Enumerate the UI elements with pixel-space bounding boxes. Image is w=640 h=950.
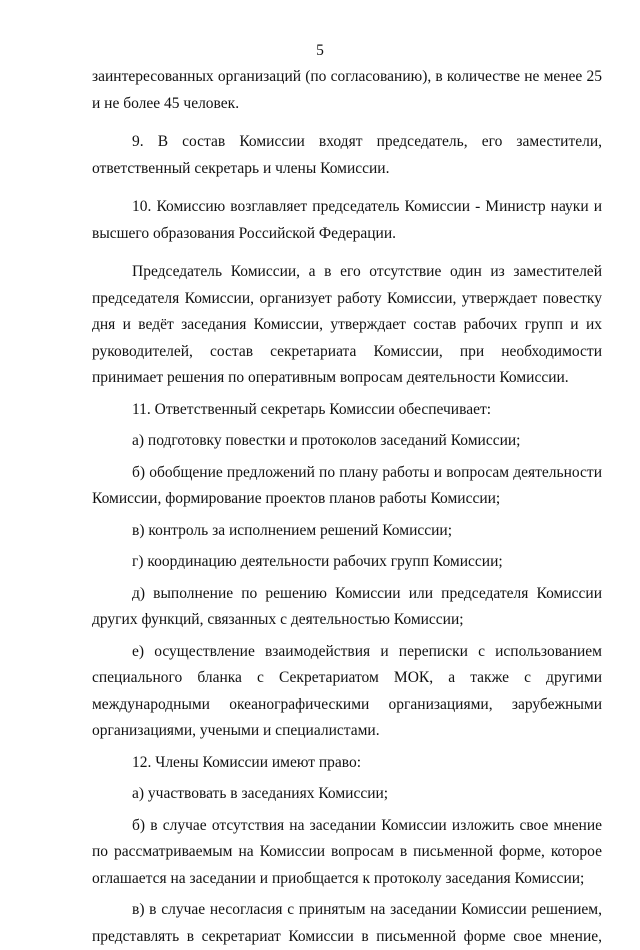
- paragraph-chairman: Председатель Комиссии, а в его отсутствие один из заместителей председателя Комиссии, организует работу Комиссии, утверждает повестку дня и ведёт заседания Комиссии, утверждает состав рабочих групп и их руководителей, состав секретариата Комиссии, при необходимости принимает решения по оперативным вопросам деятельности Комиссии.: [92, 263, 602, 386]
- paragraph-item-11a: а) подготовку повестки и протоколов заседаний Комиссии;: [132, 432, 521, 449]
- paragraph-item-10: 10. Комиссию возглавляет председатель Комиссии - Министр науки и высшего образования Российской Федерации.: [92, 198, 602, 242]
- document-body: [92, 64, 602, 950]
- paragraph-item-9: 9. В состав Комиссии входят председатель, его заместители, ответственный секретарь и члены Комиссии.: [92, 133, 602, 177]
- paragraph-item-12a: а) участвовать в заседаниях Комиссии;: [132, 785, 389, 802]
- paragraph-item-12v: в) в случае несогласия с принятым на заседании Комиссии решением, представлять в секретариат Комиссии в письменной форме свое мнение,: [92, 901, 602, 945]
- paragraph-item-11e: е) осуществление взаимодействия и переписки с использованием специального бланка с Секретариатом МОК, а также с другими международными океанографическими организациями, зарубежными организациями, учеными и специалистами.: [92, 642, 602, 739]
- paragraph-item-12: 12. Члены Комиссии имеют право:: [132, 753, 362, 771]
- page-number: 5: [316, 42, 324, 59]
- paragraph-item-11v: в) контроль за исполнением решений Комиссии;: [132, 521, 453, 539]
- paragraph-item-11d: д) выполнение по решению Комиссии или председателя Комиссии других функций, связанных с деятельностью Комиссии;: [92, 584, 602, 628]
- paragraph-item-12b: б) в случае отсутствия на заседании Комиссии изложить свое мнение по рассматриваемым на Комиссии вопросам в письменной форме, которое оглашается на заседании и приобщается к протоколу заседания Комиссии;: [92, 816, 602, 887]
- paragraph-continuation: заинтересованных организаций (по согласованию), в количестве не менее 25 и не более 45 человек.: [92, 68, 602, 112]
- paragraph-item-11b: б) обобщение предложений по плану работы и вопросам деятельности Комиссии, формирование проектов планов работы Комиссии;: [92, 463, 602, 507]
- paragraph-item-11g: г) координацию деятельности рабочих групп Комиссии;: [132, 553, 503, 570]
- paragraph-item-11: 11. Ответственный секретарь Комиссии обеспечивает:: [132, 400, 492, 418]
